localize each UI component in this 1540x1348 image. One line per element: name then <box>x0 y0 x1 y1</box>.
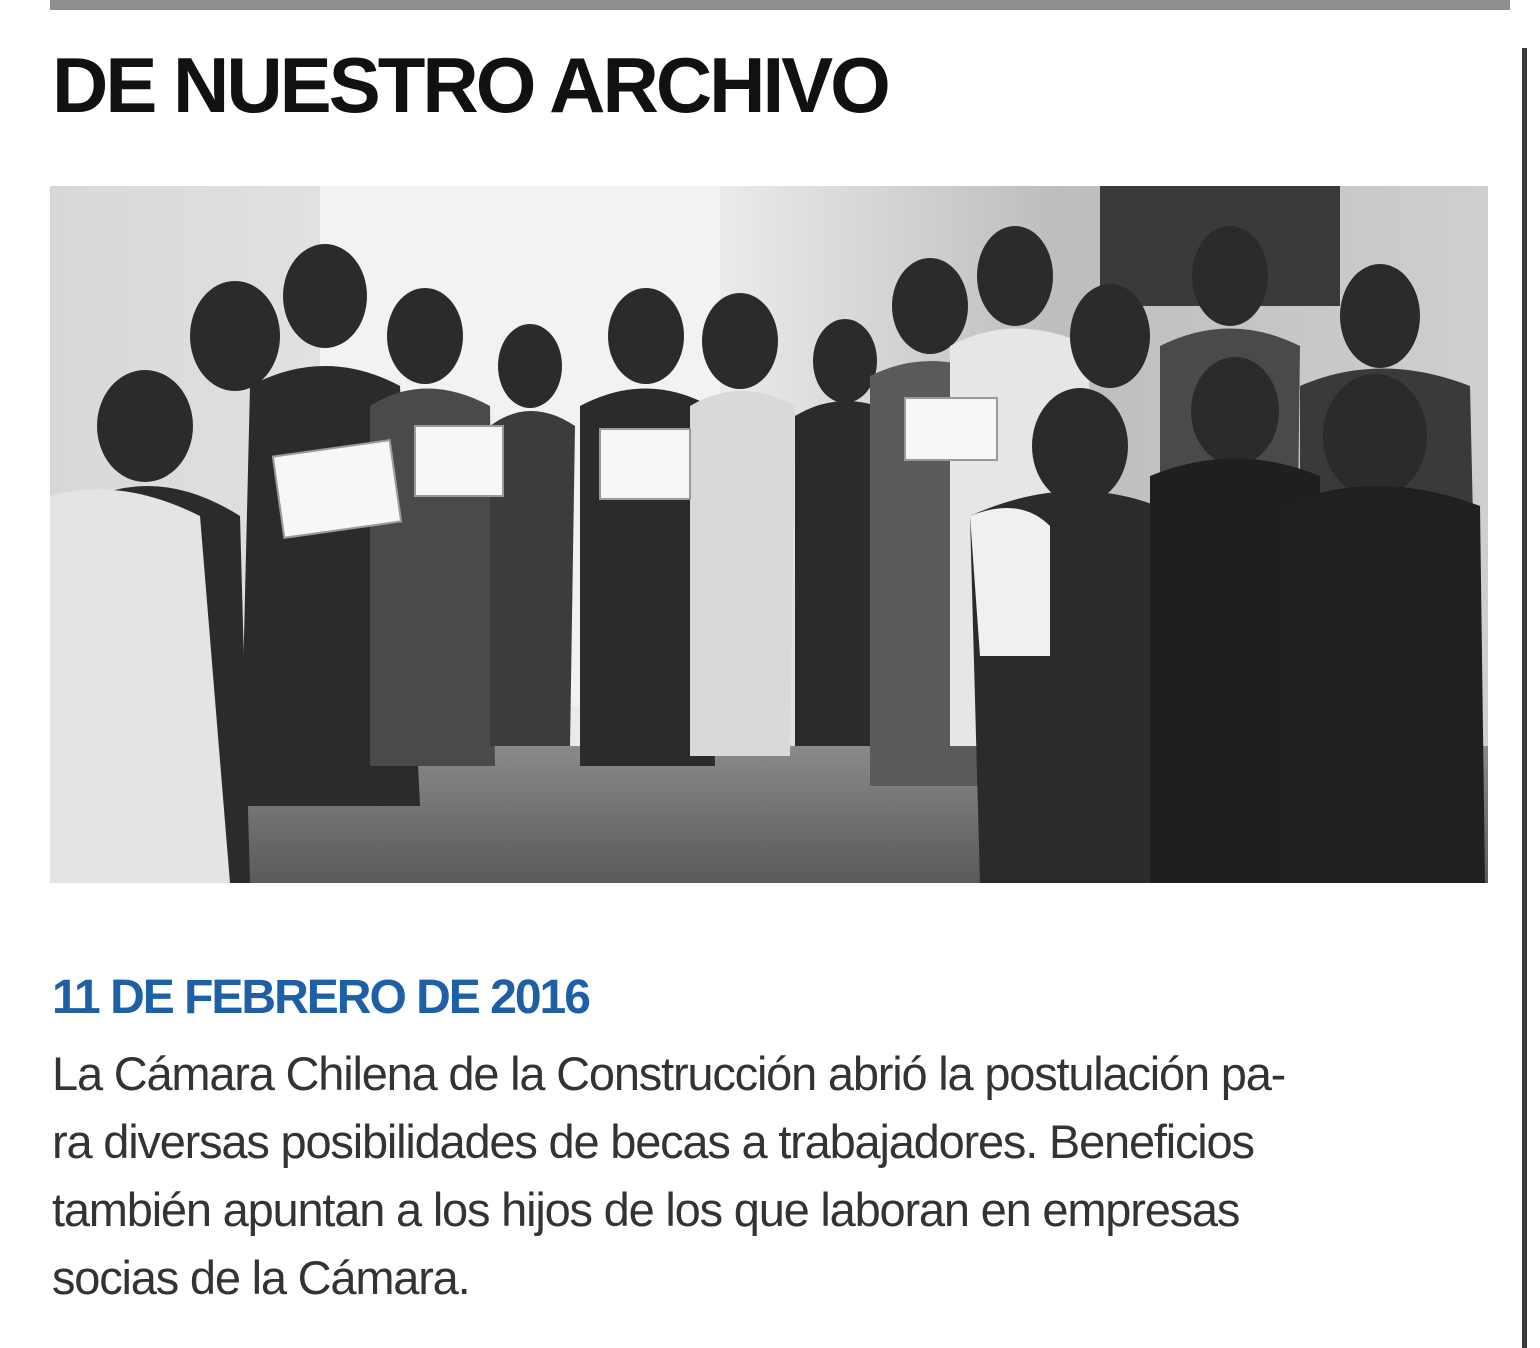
article-date: 11 DE FEBRERO DE 2016 <box>52 971 589 1024</box>
archive-photo <box>50 186 1488 883</box>
column-divider <box>1522 48 1527 1348</box>
article-body <box>52 1040 1472 1312</box>
article-body-line: también apuntan a los hijos de los que laboran en empresas <box>52 1183 1240 1236</box>
article-body-line: socias de la Cámara. <box>52 1251 470 1304</box>
article-body-line: ra diversas posibilidades de becas a trabajadores. Beneficios <box>52 1115 1254 1168</box>
article-body-line: La Cámara Chilena de la Construcción abrió la postulación pa- <box>52 1047 1286 1100</box>
top-rule <box>50 0 1510 10</box>
section-title: DE NUESTRO ARCHIVO <box>52 41 888 129</box>
